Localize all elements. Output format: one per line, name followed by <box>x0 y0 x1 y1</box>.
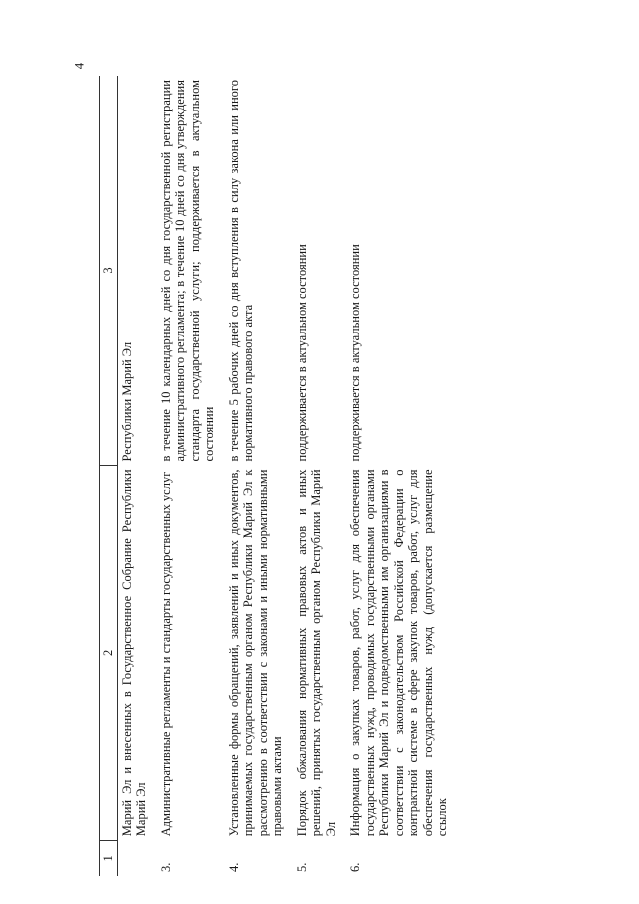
row-timing: Республики Марий Эл <box>119 341 134 462</box>
table-row <box>157 76 225 876</box>
row-timing: поддерживается в актуальном состоянии <box>348 244 362 462</box>
row-content: Информация о закупках товаров, работ, услуг для обеспечения государственных нужд, проводимых государственными органами Республики Марий Эл и подведомственными им организациями в соответствии с законодательством Российской Федерации о контрактной системе в сфере закупок товаров, работ, услуг для обеспечения государственных нужд (допускается размещение ссылок <box>348 469 449 837</box>
regulation-table <box>99 76 458 876</box>
header-cell-1: 1 <box>100 840 118 876</box>
row-content: Порядок обжалования нормативных правовых актов и иных решений, принятых государственным органом Республики Марий Эл <box>294 469 338 837</box>
page-number: 4 <box>71 62 87 70</box>
table-row <box>117 76 157 876</box>
table-row <box>346 76 458 876</box>
row-number: 4. <box>226 862 241 872</box>
header-cell-3: 3 <box>100 76 118 465</box>
row-content: Марий Эл и внесенных в Государственное Собрание Республики Марий Эл <box>119 469 148 837</box>
row-number: 3. <box>158 862 173 872</box>
table-row <box>293 76 347 876</box>
row-timing: в течение 5 рабочих дней со дня вступления в силу закона или иного нормативного правового акта <box>226 80 255 462</box>
table-row <box>225 76 293 876</box>
rotated-content <box>99 26 589 876</box>
row-number <box>117 840 157 876</box>
table-header-row <box>100 76 118 876</box>
row-content: Административные регламенты и стандарты государственных услуг <box>158 471 173 837</box>
row-timing: поддерживается в актуальном состоянии <box>294 244 309 462</box>
row-number: 5. <box>294 862 309 872</box>
row-content: Установленные формы обращений, заявлений и иных документов, принимаемых государственным органом Республики Марий Эл к рассмотрению в соответствии с законами и иными нормативными правовыми актами <box>226 469 284 837</box>
header-cell-2: 2 <box>100 465 118 840</box>
row-timing: в течение 10 календарных дней со дня государственной регистрации административного регламента; в течение 10 дней со дня утверждения стандарта государственной услуги; поддерживается в актуальном состоянии <box>158 80 216 462</box>
row-number: 6. <box>348 862 362 872</box>
